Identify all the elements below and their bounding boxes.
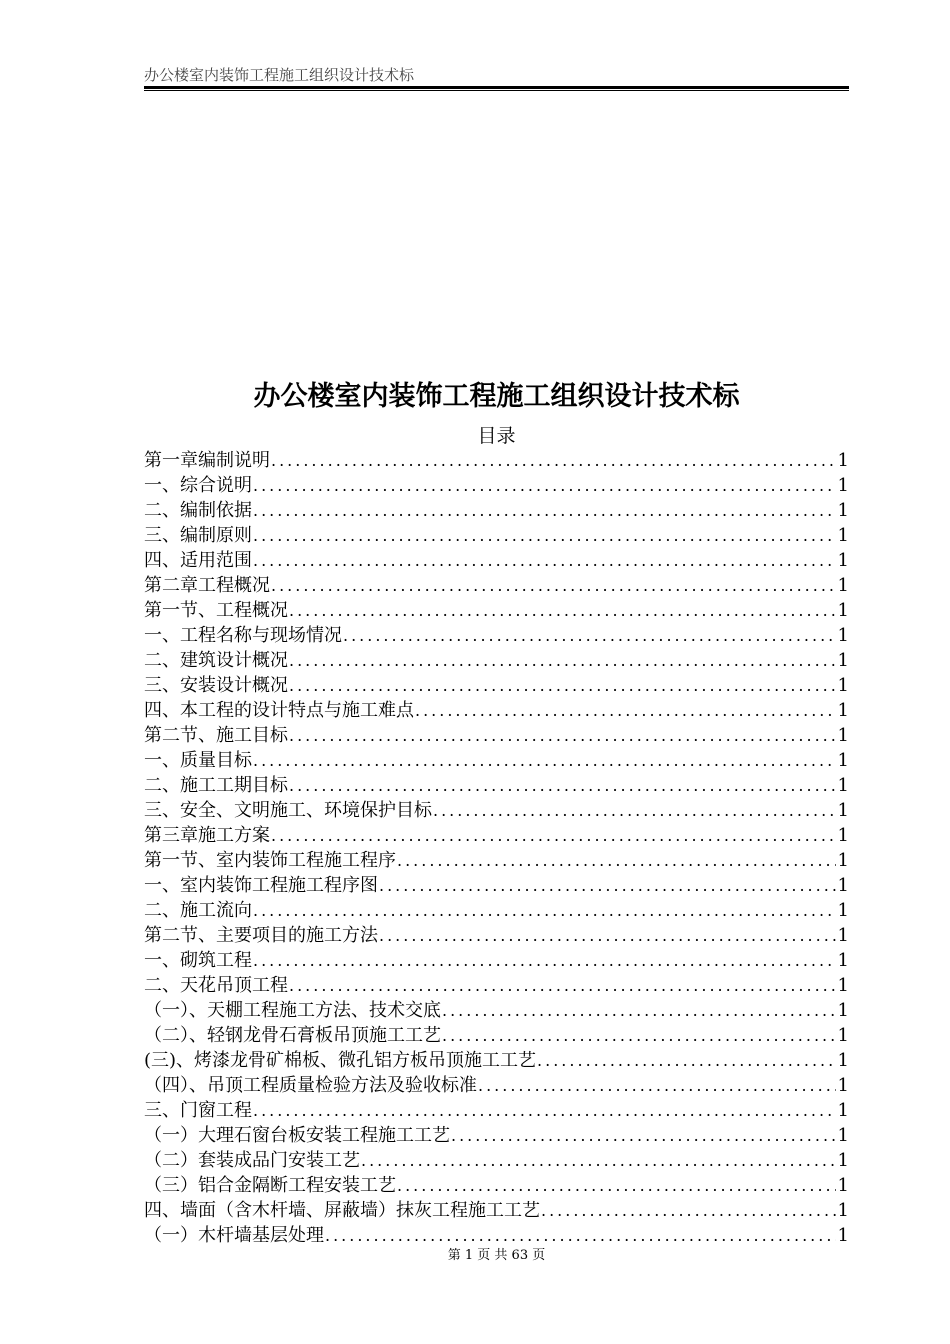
toc-entry[interactable]	[144, 548, 849, 573]
page-footer: 第 1 页 共 63 页	[447, 1248, 546, 1263]
toc-entry-label: 三、编制原则	[144, 525, 252, 546]
toc-entry[interactable]	[144, 873, 849, 898]
toc-leader-dots	[289, 648, 836, 673]
toc-entry[interactable]	[144, 948, 849, 973]
toc-entry-label: 二、编制依据	[144, 500, 252, 521]
toc-leader-dots	[325, 1223, 836, 1248]
toc-entry-page: 1	[837, 1050, 849, 1071]
toc-leader-dots	[442, 998, 836, 1023]
toc-entry-page: 1	[837, 875, 849, 896]
toc-leader-dots	[379, 873, 836, 898]
toc-entry-label: 一、综合说明	[144, 475, 252, 496]
toc-leader-dots	[271, 448, 836, 473]
toc-entry-page: 1	[837, 1200, 849, 1221]
toc-leader-dots	[397, 848, 836, 873]
toc-entry[interactable]	[144, 973, 849, 998]
toc-entry[interactable]	[144, 1123, 849, 1148]
toc-entry-page: 1	[837, 950, 849, 971]
toc-leader-dots	[253, 898, 836, 923]
toc-leader-dots	[541, 1198, 836, 1223]
toc-entry-page: 1	[837, 925, 849, 946]
toc-entry-label: 四、墙面（含木杆墙、屏蔽墙）抹灰工程施工工艺	[144, 1200, 540, 1221]
toc-entry-label: 二、施工流向	[144, 900, 252, 921]
running-header: 办公楼室内装饰工程施工组织设计技术标	[144, 66, 415, 84]
toc-entry[interactable]	[144, 523, 849, 548]
toc-entry[interactable]	[144, 1023, 849, 1048]
table-of-contents	[144, 448, 849, 1248]
toc-leader-dots	[253, 1098, 836, 1123]
toc-entry-page: 1	[837, 1175, 849, 1196]
toc-leader-dots	[361, 1148, 836, 1173]
toc-entry-page: 1	[837, 1025, 849, 1046]
toc-leader-dots	[253, 548, 836, 573]
toc-entry-label: 一、室内装饰工程施工程序图	[144, 875, 378, 896]
toc-entry-page: 1	[837, 775, 849, 796]
toc-entry-page: 1	[837, 625, 849, 646]
toc-entry[interactable]	[144, 1098, 849, 1123]
toc-entry-label: 四、本工程的设计特点与施工难点	[144, 700, 414, 721]
toc-entry[interactable]	[144, 823, 849, 848]
toc-entry[interactable]	[144, 923, 849, 948]
toc-entry-page: 1	[837, 825, 849, 846]
toc-entry[interactable]	[144, 1173, 849, 1198]
toc-leader-dots	[343, 623, 836, 648]
toc-entry-page: 1	[837, 975, 849, 996]
toc-entry-label: 第二节、施工目标	[144, 725, 288, 746]
toc-entry-page: 1	[837, 800, 849, 821]
toc-entry-page: 1	[837, 900, 849, 921]
toc-entry-page: 1	[837, 1150, 849, 1171]
toc-entry-page: 1	[837, 650, 849, 671]
toc-entry[interactable]	[144, 1073, 849, 1098]
toc-leader-dots	[397, 1173, 836, 1198]
toc-entry[interactable]	[144, 1048, 849, 1073]
toc-leader-dots	[289, 723, 836, 748]
toc-entry-label: （二）套装成品门安装工艺	[144, 1150, 360, 1171]
toc-leader-dots	[271, 823, 836, 848]
toc-heading: 目录	[477, 425, 516, 447]
toc-leader-dots	[253, 948, 836, 973]
toc-entry[interactable]	[144, 498, 849, 523]
toc-entry-page: 1	[837, 750, 849, 771]
header-rule	[144, 86, 849, 91]
toc-entry[interactable]	[144, 748, 849, 773]
toc-entry-page: 1	[837, 450, 849, 471]
toc-leader-dots	[253, 473, 836, 498]
toc-entry[interactable]	[144, 623, 849, 648]
toc-entry-label: 三、安全、文明施工、环境保护目标	[144, 800, 432, 821]
toc-entry[interactable]	[144, 723, 849, 748]
toc-entry-label: 二、天花吊顶工程	[144, 975, 288, 996]
toc-entry-label: 第二章工程概况	[144, 575, 270, 596]
toc-entry-page: 1	[837, 550, 849, 571]
toc-entry-label: 三、门窗工程	[144, 1100, 252, 1121]
toc-entry-page: 1	[837, 500, 849, 521]
toc-entry-label: 一、砌筑工程	[144, 950, 252, 971]
toc-entry-label: 三、安装设计概况	[144, 675, 288, 696]
toc-entry-label: （四）、吊顶工程质量检验方法及验收标准	[144, 1075, 477, 1096]
toc-entry[interactable]	[144, 773, 849, 798]
toc-entry-label: 一、质量目标	[144, 750, 252, 771]
toc-entry-page: 1	[837, 700, 849, 721]
toc-entry-page: 1	[837, 1225, 849, 1246]
toc-leader-dots	[433, 798, 836, 823]
toc-entry-label: （一）、天棚工程施工方法、技术交底	[144, 1000, 441, 1021]
toc-entry[interactable]	[144, 848, 849, 873]
toc-entry-page: 1	[837, 575, 849, 596]
toc-leader-dots	[537, 1048, 836, 1073]
toc-entry[interactable]	[144, 898, 849, 923]
toc-leader-dots	[253, 523, 836, 548]
toc-entry[interactable]	[144, 448, 849, 473]
toc-entry-label: 二、施工工期目标	[144, 775, 288, 796]
toc-entry[interactable]	[144, 648, 849, 673]
toc-entry[interactable]	[144, 798, 849, 823]
toc-entry-label: （二）、轻钢龙骨石膏板吊顶施工工艺	[144, 1025, 441, 1046]
toc-leader-dots	[289, 973, 836, 998]
toc-entry-page: 1	[837, 675, 849, 696]
toc-entry[interactable]	[144, 1223, 849, 1248]
toc-leader-dots	[289, 598, 836, 623]
toc-entry-label: 第三章施工方案	[144, 825, 270, 846]
toc-leader-dots	[442, 1023, 836, 1048]
toc-leader-dots	[253, 748, 836, 773]
toc-entry-page: 1	[837, 850, 849, 871]
toc-leader-dots	[415, 698, 836, 723]
toc-entry[interactable]	[144, 473, 849, 498]
toc-entry-label: 一、工程名称与现场情况	[144, 625, 342, 646]
toc-entry[interactable]	[144, 673, 849, 698]
toc-entry-label: 第一节、室内装饰工程施工程序	[144, 850, 396, 871]
toc-entry-label: （一）大理石窗台板安装工程施工工艺	[144, 1125, 450, 1146]
toc-entry-page: 1	[837, 725, 849, 746]
toc-entry-label: （三）铝合金隔断工程安装工艺	[144, 1175, 396, 1196]
toc-entry[interactable]	[144, 598, 849, 623]
toc-entry-label: 第一节、工程概况	[144, 600, 288, 621]
toc-entry[interactable]	[144, 1198, 849, 1223]
document-title: 办公楼室内装饰工程施工组织设计技术标	[253, 381, 740, 412]
toc-entry-page: 1	[837, 1100, 849, 1121]
toc-leader-dots	[379, 923, 836, 948]
toc-leader-dots	[478, 1073, 836, 1098]
toc-entry[interactable]	[144, 1148, 849, 1173]
toc-leader-dots	[271, 573, 836, 598]
toc-leader-dots	[451, 1123, 836, 1148]
toc-entry-label: 第二节、主要项目的施工方法	[144, 925, 378, 946]
toc-entry-page: 1	[837, 1075, 849, 1096]
toc-entry[interactable]	[144, 998, 849, 1023]
toc-leader-dots	[289, 773, 836, 798]
toc-entry[interactable]	[144, 573, 849, 598]
toc-entry-page: 1	[837, 600, 849, 621]
toc-entry-label: 二、建筑设计概况	[144, 650, 288, 671]
toc-entry[interactable]	[144, 698, 849, 723]
toc-entry-page: 1	[837, 1125, 849, 1146]
toc-entry-label: （一）木杆墙基层处理	[144, 1225, 324, 1246]
toc-leader-dots	[253, 498, 836, 523]
toc-entry-label: (三)、烤漆龙骨矿棉板、微孔铝方板吊顶施工工艺	[144, 1050, 537, 1071]
toc-entry-label: 四、适用范围	[144, 550, 252, 571]
toc-entry-page: 1	[837, 525, 849, 546]
toc-entry-page: 1	[837, 475, 849, 496]
toc-entry-page: 1	[837, 1000, 849, 1021]
toc-leader-dots	[289, 673, 836, 698]
toc-entry-label: 第一章编制说明	[144, 450, 270, 471]
